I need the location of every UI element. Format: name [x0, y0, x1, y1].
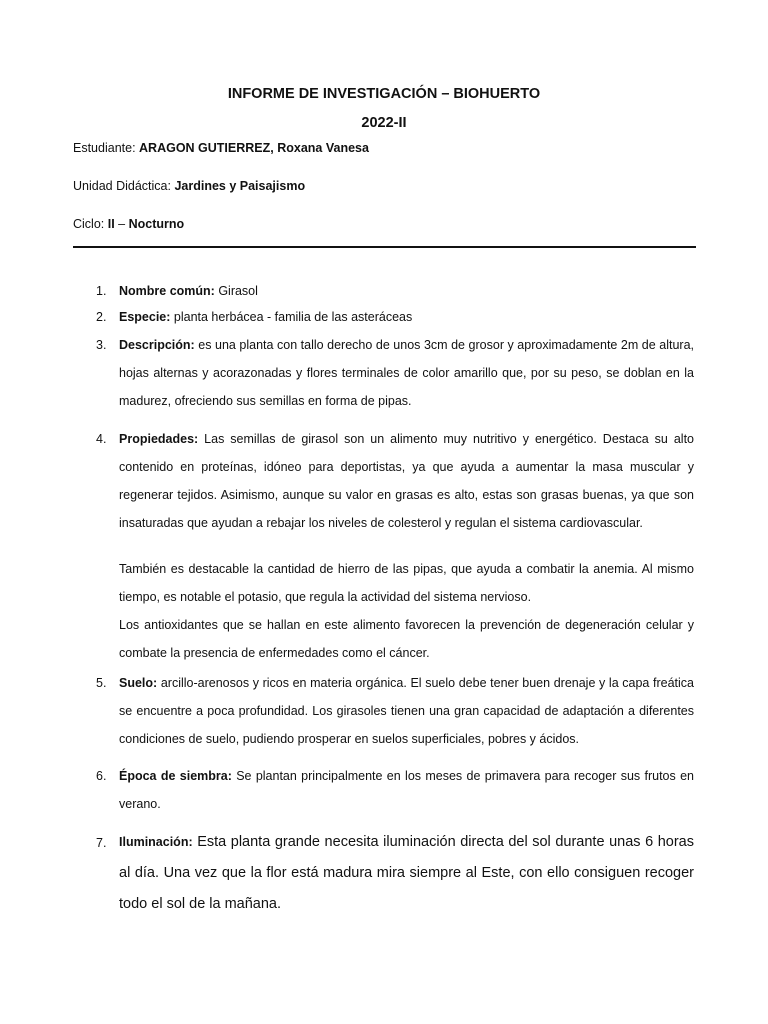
item-number: 6.: [96, 769, 107, 783]
item-label: Suelo:: [119, 676, 158, 690]
item-number: 3.: [96, 338, 107, 352]
item-label: Iluminación:: [119, 835, 193, 849]
item-body: arcillo-arenosos y ricos en materia orgánica. El suelo debe tener buen drenaje y la capa freática se encuentre a poca profundidad. Los girasoles tienen una gran capacidad de adaptación a diferentes condiciones de suelo, pudiendo prosperar en suelos superficiales, pobres y ácidos.: [119, 676, 694, 746]
item-paragraph-extra: Los antioxidantes que se hallan en este alimento favorecen la prevención de degeneración celular y combate la presencia de enfermedades como el cáncer.: [119, 618, 694, 660]
unit-line: [73, 179, 305, 193]
header-divider: [73, 246, 696, 248]
cycle-number: II: [107, 217, 115, 231]
item-number: 4.: [96, 432, 107, 446]
item-text: [119, 277, 694, 305]
item-label: Época de siembra:: [119, 769, 232, 783]
cycle-label: Ciclo:: [73, 217, 108, 231]
item-number: 2.: [96, 310, 107, 324]
item-text: [119, 425, 694, 667]
item-body: Esta planta grande necesita iluminación directa del sol durante unas 6 horas al día. Una vez que la flor está madura mira siempre al Este, con ello consiguen recoger todo el sol de la mañana.: [119, 834, 694, 912]
item-text: [119, 827, 694, 920]
item-paragraph-extra: También es destacable la cantidad de hierro de las pipas, que ayuda a combatir la anemia. Al mismo tiempo, es notable el potasio, que regula la actividad del sistema nervioso.: [119, 562, 694, 604]
cycle-line: [73, 217, 184, 231]
unit-name: Jardines y Paisajismo: [174, 179, 306, 193]
unit-label: Unidad Didáctica:: [73, 179, 175, 193]
item-label: Nombre común:: [119, 284, 215, 298]
item-body: es una planta con tallo derecho de unos 3cm de grosor y aproximadamente 2m de altura, hojas alternas y acorazonadas y flores terminales de color amarillo que, por su peso, se doblan en la madurez, ofreciendo sus semillas en forma de pipas.: [119, 338, 694, 408]
item-label: Descripción:: [119, 338, 195, 352]
cycle-separator: –: [114, 217, 129, 231]
item-label: Propiedades:: [119, 432, 199, 446]
item-body: Las semillas de girasol son un alimento muy nutritivo y energético. Destaca su alto contenido en proteínas, idóneo para deportistas, ya que ayuda a aumentar la masa muscular y regenerar tejidos. Asimismo, aunque su valor en grasas es alto, estas son grasas buenas, ya que son insaturadas que ayudan a rebajar los niveles de colesterol y regulan el sistema cardiovascular.: [119, 432, 694, 530]
item-text: [119, 303, 694, 331]
item-body: Girasol: [214, 284, 258, 298]
item-text: [119, 331, 694, 415]
cycle-shift: Nocturno: [128, 217, 185, 231]
item-number: 5.: [96, 676, 107, 690]
student-name: ARAGON GUTIERREZ, Roxana Vanesa: [139, 141, 369, 155]
item-number: 7.: [96, 836, 107, 850]
student-line: [73, 141, 369, 155]
item-label: Especie:: [119, 310, 171, 324]
report-term: 2022-II: [361, 115, 407, 131]
item-text: [119, 669, 694, 753]
item-body: Se plantan principalmente en los meses de primavera para recoger sus frutos en verano.: [119, 769, 694, 811]
item-paragraph: [119, 425, 694, 537]
student-label: Estudiante:: [73, 141, 140, 155]
report-title: INFORME DE INVESTIGACIÓN – BIOHUERTO: [227, 86, 541, 102]
item-number: 1.: [96, 284, 107, 298]
item-body: planta herbácea - familia de las asteráceas: [170, 310, 413, 324]
item-text: [119, 762, 694, 818]
